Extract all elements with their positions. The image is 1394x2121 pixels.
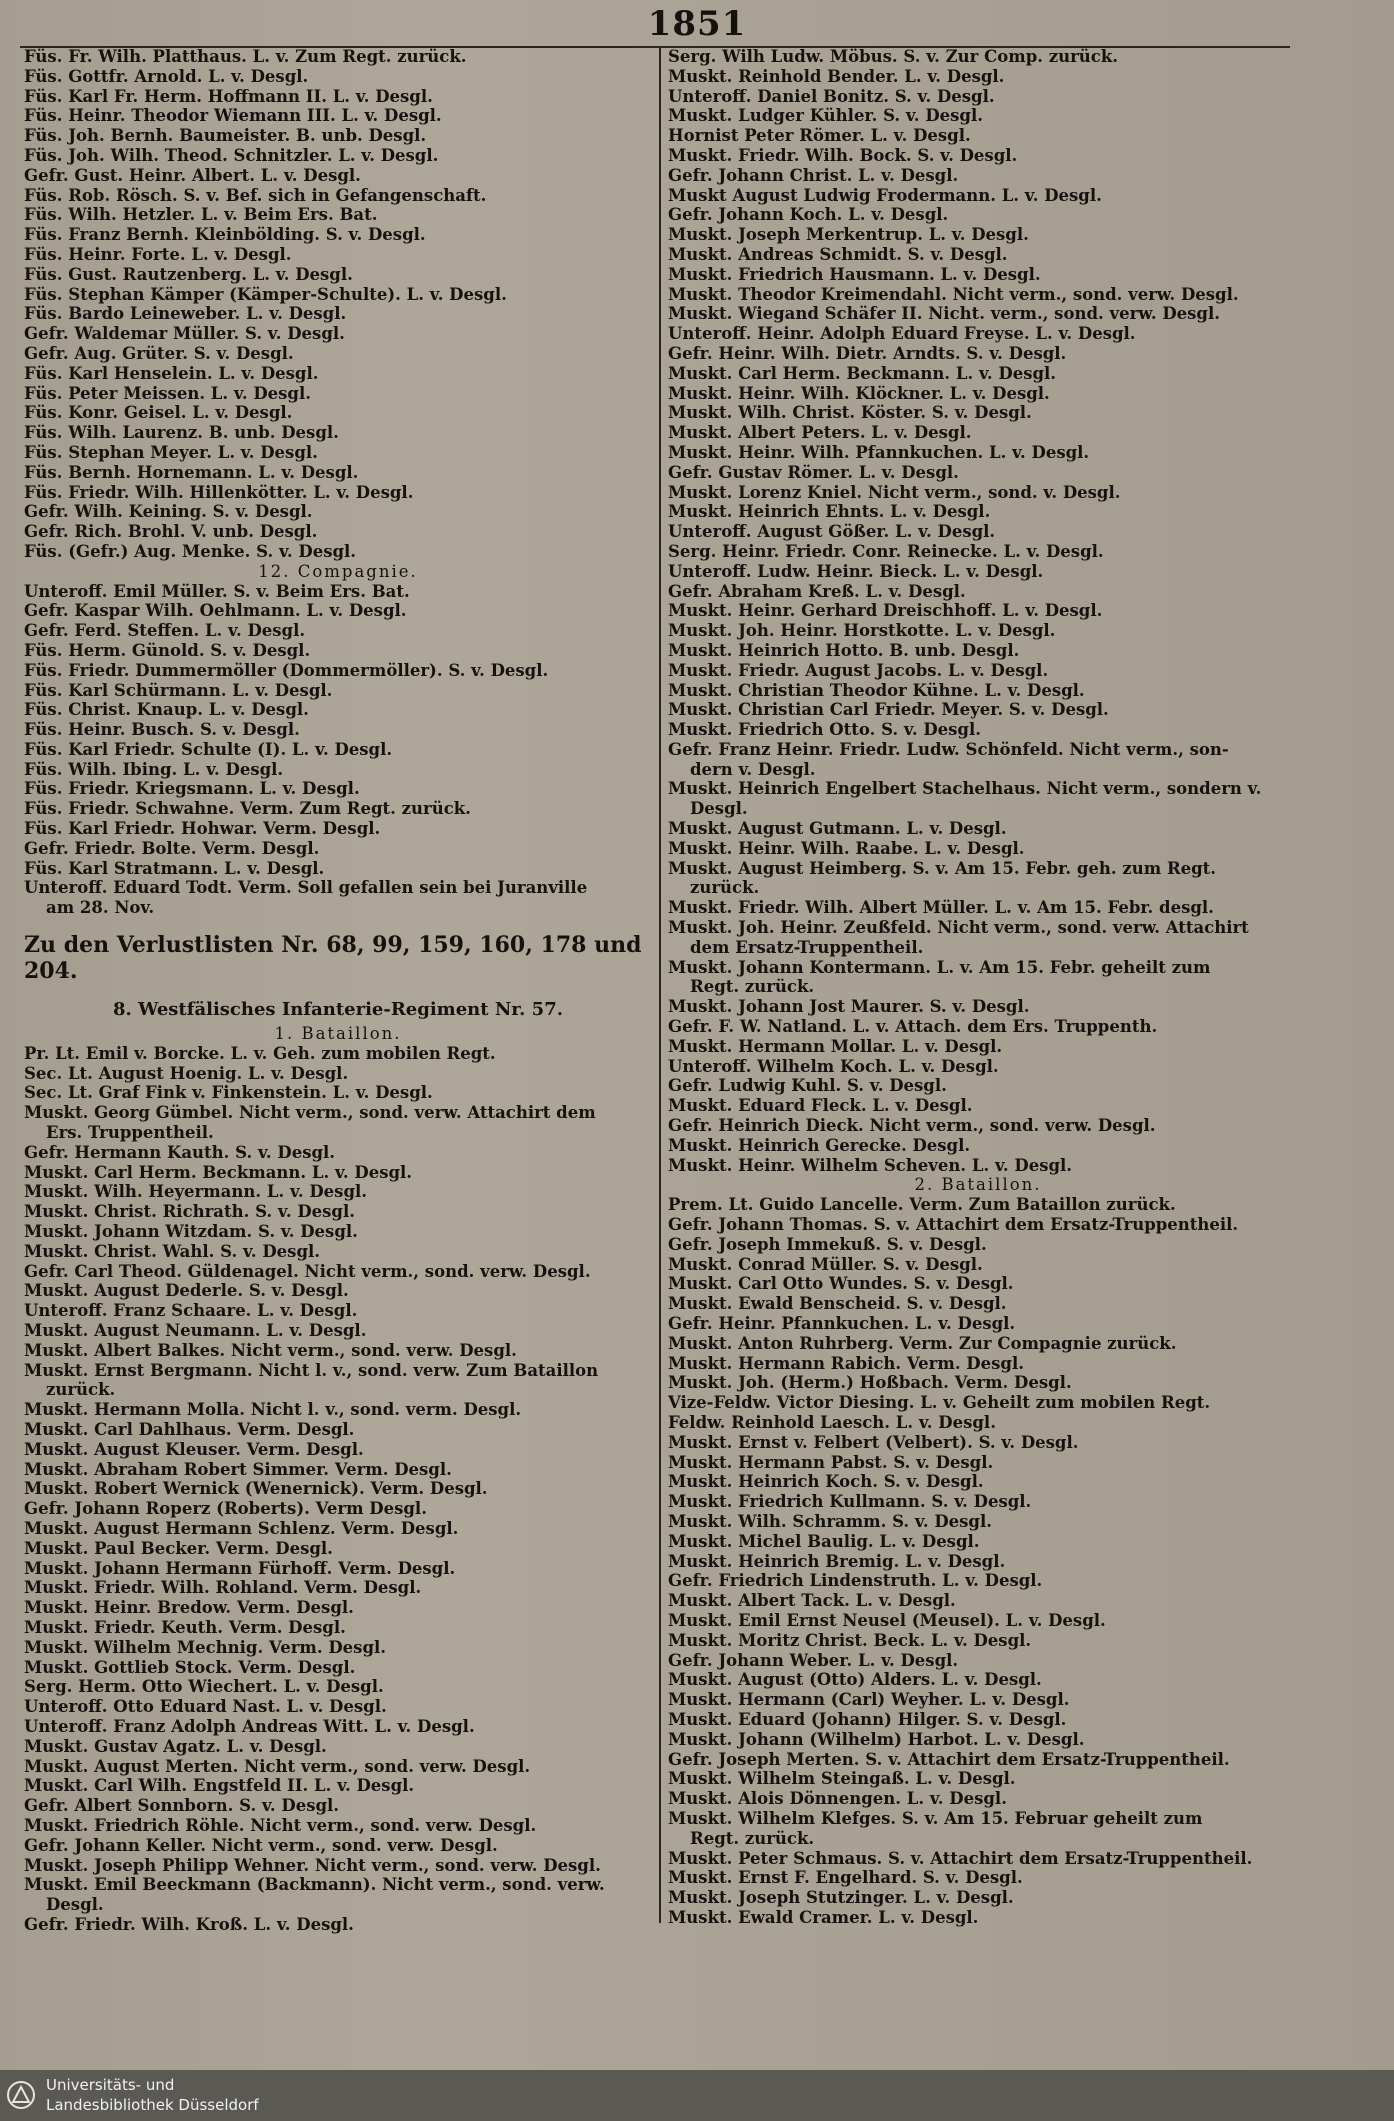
list-entry: Gefr. Johann Weber. L. v. Desgl. (668, 1650, 959, 1670)
list-entry: Muskt. Heinr. Bredow. Verm. Desgl. (24, 1598, 354, 1618)
list-entry: Füs. (Gefr.) Aug. Menke. S. v. Desgl. (24, 541, 357, 561)
list-entry: Füs. Wilh. Ibing. L. v. Desgl. (24, 759, 284, 779)
list-entry: Füs. Friedr. Wilh. Hillenkötter. L. v. Desgl. (24, 482, 414, 502)
list-entry: Muskt. August Merten. Nicht verm., sond. verw. Desgl. (24, 1756, 531, 1776)
list-entry: Muskt. Hermann Molla. Nicht l. v., sond. verm. Desgl. (24, 1400, 522, 1420)
list-entry: Füs. Stephan Kämper (Kämper-Schulte). L. v. Desgl. (24, 284, 507, 304)
list-entry: Muskt. August (Otto) Alders. L. v. Desgl. (668, 1670, 1042, 1690)
list-entry: Muskt. Georg Gümbel. Nicht verm., sond. verw. Attachirt dem (24, 1103, 596, 1123)
list-entry: Füs. Bardo Leineweber. L. v. Desgl. (24, 304, 347, 324)
list-entry: Muskt. Friedr. Wilh. Bock. S. v. Desgl. (668, 145, 1018, 165)
list-entry: Muskt. Ludger Kühler. S. v. Desgl. (668, 106, 983, 126)
list-entry: Muskt. Christ. Richrath. S. v. Desgl. (24, 1202, 355, 1222)
list-entry: Muskt. Heinrich Bremig. L. v. Desgl. (668, 1551, 1006, 1571)
list-entry: Muskt. Reinhold Bender. L. v. Desgl. (668, 66, 1005, 86)
list-entry: Hornist Peter Römer. L. v. Desgl. (668, 126, 971, 146)
list-entry-continuation: dern v. Desgl. (690, 759, 816, 779)
list-entry: Muskt. August Hermann Schlenz. Verm. Desgl. (24, 1518, 459, 1538)
list-entry: Muskt. Friedrich Otto. S. v. Desgl. (668, 720, 981, 740)
list-entry-continuation: Regt. zurück. (690, 977, 815, 997)
list-entry: Muskt. Christian Carl Friedr. Meyer. S. v. Desgl. (668, 700, 1109, 720)
list-entry: Muskt. Wilhelm Mechnig. Verm. Desgl. (24, 1637, 387, 1657)
list-entry: Serg. Heinr. Friedr. Conr. Reinecke. L. v. Desgl. (668, 541, 1104, 561)
list-entry: Gefr. Friedr. Wilh. Kroß. L. v. Desgl. (24, 1914, 354, 1934)
list-entry: Muskt. Wiegand Schäfer II. Nicht. verm., sond. verw. Desgl. (668, 304, 1220, 324)
list-entry: Muskt. Peter Schmaus. S. v. Attachirt dem Ersatz-Truppentheil. (668, 1848, 1253, 1868)
list-entry: Muskt. Emil Ernst Neusel (Meusel). L. v. Desgl. (668, 1610, 1106, 1630)
list-entry: Muskt. Albert Tack. L. v. Desgl. (668, 1591, 956, 1611)
list-entry: Unteroff. August Gößer. L. v. Desgl. (668, 522, 996, 542)
list-entry: Muskt. Johann (Wilhelm) Harbot. L. v. Desgl. (668, 1729, 1085, 1749)
list-entry: Muskt. Emil Beeckmann (Backmann). Nicht verm., sond. verw. (24, 1875, 605, 1895)
list-entry: Muskt. Abraham Robert Simmer. Verm. Desgl. (24, 1459, 452, 1479)
list-entry: Muskt. Heinr. Wilhelm Scheven. L. v. Desgl. (668, 1155, 1073, 1175)
list-entry: Muskt. Joseph Philipp Wehner. Nicht verm., sond. verw. Desgl. (24, 1855, 601, 1875)
list-entry: Muskt. Gottlieb Stock. Verm. Desgl. (24, 1657, 356, 1677)
list-entry: Füs. Rob. Rösch. S. v. Bef. sich in Gefangenschaft. (24, 185, 487, 205)
list-entry: Gefr. Abraham Kreß. L. v. Desgl. (668, 581, 966, 601)
list-entry-continuation: dem Ersatz-Truppentheil. (690, 937, 924, 957)
footer-line-1: Universitäts- und (46, 2076, 175, 2094)
list-entry: Muskt. Friedr. Wilh. Albert Müller. L. v. Am 15. Febr. desgl. (668, 898, 1214, 918)
list-entry: Gefr. Heinr. Pfannkuchen. L. v. Desgl. (668, 1314, 1016, 1333)
section-heading: 1. Bataillon. (274, 1024, 402, 1044)
list-entry: Muskt. Hermann (Carl) Weyher. L. v. Desgl. (668, 1690, 1070, 1710)
list-entry: Vize-Feldw. Victor Diesing. L. v. Geheilt zum mobilen Regt. (668, 1393, 1211, 1413)
list-entry: Füs. Joh. Wilh. Theod. Schnitzler. L. v. Desgl. (24, 145, 439, 165)
list-entry: Gefr. Friedr. Bolte. Verm. Desgl. (24, 838, 320, 858)
page-number: 1851 (647, 4, 747, 44)
list-entry: Muskt. Heinrich Hotto. B. unb. Desgl. (668, 640, 1020, 660)
list-entry: Muskt. Ewald Benscheid. S. v. Desgl. (668, 1294, 1007, 1314)
list-entry: Unteroff. Heinr. Adolph Eduard Freyse. L. v. Desgl. (668, 324, 1136, 344)
list-entry: Füs. Konr. Geisel. L. v. Desgl. (24, 403, 293, 423)
list-entry: Gefr. Wilh. Keining. S. v. Desgl. (24, 502, 313, 522)
list-entry: Muskt. Joh. Heinr. Zeußfeld. Nicht verm., sond. verw. Attachirt (668, 918, 1249, 938)
list-entry: Gefr. Johann Koch. L. v. Desgl. (668, 205, 949, 225)
list-entry: Füs. Karl Schürmann. L. v. Desgl. (24, 680, 333, 700)
list-entry: Füs. Herm. Günold. S. v. Desgl. (24, 640, 311, 660)
list-entry: Füs. Heinr. Forte. L. v. Desgl. (24, 244, 292, 264)
list-entry: Muskt. Heinrich Gerecke. Desgl. (668, 1135, 971, 1155)
list-entry: Muskt. Eduard (Johann) Hilger. S. v. Desgl. (668, 1709, 1067, 1729)
list-entry: Füs. Friedr. Kriegsmann. L. v. Desgl. (24, 779, 360, 799)
list-entry: Gefr. Albert Sonnborn. S. v. Desgl. (24, 1796, 340, 1816)
list-entry: Unteroff. Franz Adolph Andreas Witt. L. v. Desgl. (24, 1716, 475, 1736)
list-entry: Gefr. Franz Heinr. Friedr. Ludw. Schönfeld. Nicht verm., son- (668, 739, 1229, 759)
list-entry: Muskt. Friedrich Röhle. Nicht verm., sond. verw. Desgl. (24, 1815, 537, 1835)
list-entry: Muskt. August Dederle. S. v. Desgl. (24, 1281, 349, 1301)
list-entry-continuation: Regt. zurück. (690, 1828, 815, 1848)
list-entry: Füs. Stephan Meyer. L. v. Desgl. (24, 442, 318, 462)
list-entry: Unteroff. Emil Müller. S. v. Beim Ers. Bat. (24, 581, 410, 601)
list-entry: Gefr. Waldemar Müller. S. v. Desgl. (24, 324, 345, 344)
right-column (668, 47, 1288, 1928)
list-entry: Füs. Friedr. Schwahne. Verm. Zum Regt. zurück. (24, 799, 471, 819)
list-entry: Muskt. Anton Ruhrberg. Verm. Zur Compagnie zurück. (668, 1333, 1177, 1353)
list-entry: Füs. Wilh. Hetzler. L. v. Beim Ers. Bat. (24, 205, 378, 225)
list-entry: Füs. Karl Friedr. Hohwar. Verm. Desgl. (24, 819, 381, 839)
list-entry: Füs. Wilh. Laurenz. B. unb. Desgl. (24, 423, 339, 443)
list-entry: Füs. Karl Stratmann. L. v. Desgl. (24, 858, 325, 878)
list-entry: Gefr. Joseph Immekuß. S. v. Desgl. (668, 1234, 987, 1254)
list-entry: Muskt. Heinr. Gerhard Dreischhoff. L. v. Desgl. (668, 601, 1103, 621)
list-entry: Muskt. Wilh. Schramm. S. v. Desgl. (668, 1511, 992, 1531)
column-divider (659, 48, 661, 1923)
list-entry: Muskt. Alois Dönnengen. L. v. Desgl. (668, 1789, 1007, 1809)
list-entry-continuation: am 28. Nov. (46, 898, 155, 918)
list-entry: Serg. Herm. Otto Wiechert. L. v. Desgl. (24, 1677, 384, 1697)
list-entry: Sec. Lt. Graf Fink v. Finkenstein. L. v. Desgl. (24, 1083, 433, 1103)
list-entry: Füs. Heinr. Theodor Wiemann III. L. v. Desgl. (24, 106, 442, 126)
list-entry: Gefr. Johann Thomas. S. v. Attachirt dem Ersatz-Truppentheil. (668, 1215, 1239, 1235)
list-entry: Gefr. Heinr. Wilh. Dietr. Arndts. S. v. Desgl. (668, 343, 1067, 363)
section-heading: 12. Compagnie. (258, 561, 418, 581)
list-entry: Muskt. Heinrich Engelbert Stachelhaus. Nicht verm., sondern v. (668, 779, 1262, 799)
list-entry: Füs. Karl Henselein. L. v. Desgl. (24, 363, 319, 383)
list-entry: Muskt. Joseph Merkentrup. L. v. Desgl. (668, 225, 1029, 245)
left-column (24, 47, 652, 1935)
list-entry: Muskt. Wilhelm Klefges. S. v. Am 15. Februar geheilt zum (668, 1808, 1203, 1828)
list-entry: Muskt. Michel Baulig. L. v. Desgl. (668, 1531, 980, 1551)
list-entry: Unteroff. Franz Schaare. L. v. Desgl. (24, 1301, 358, 1321)
list-entry: Muskt. Conrad Müller. S. v. Desgl. (668, 1254, 983, 1274)
list-entry: Muskt. Johann Kontermann. L. v. Am 15. Febr. geheilt zum (668, 957, 1211, 977)
list-entry: Muskt. Gustav Agatz. L. v. Desgl. (24, 1736, 327, 1756)
list-entry: Muskt. Eduard Fleck. L. v. Desgl. (668, 1096, 973, 1116)
list-entry: Serg. Wilh Ludw. Möbus. S. v. Zur Comp. zurück. (668, 47, 1119, 66)
list-entry: Gefr. Heinrich Dieck. Nicht verm., sond. verw. Desgl. (668, 1116, 1156, 1136)
list-entry: Gefr. Carl Theod. Güldenagel. Nicht verm., sond. verw. Desgl. (24, 1261, 591, 1281)
list-entry: Gefr. Aug. Grüter. S. v. Desgl. (24, 343, 294, 363)
library-logo-icon (6, 2080, 36, 2110)
list-entry: Muskt. August Kleuser. Verm. Desgl. (24, 1439, 364, 1459)
list-entry: Gefr. Hermann Kauth. S. v. Desgl. (24, 1142, 336, 1162)
list-entry: Feldw. Reinhold Laesch. L. v. Desgl. (668, 1412, 996, 1432)
list-entry: Füs. Heinr. Busch. S. v. Desgl. (24, 720, 300, 740)
list-entry: Muskt. Hermann Rabich. Verm. Desgl. (668, 1353, 1024, 1373)
list-entry: Muskt. Friedrich Kullmann. S. v. Desgl. (668, 1492, 1032, 1512)
list-entry: Muskt. Lorenz Kniel. Nicht verm., sond. v. Desgl. (668, 482, 1121, 502)
list-entry: Unteroff. Wilhelm Koch. L. v. Desgl. (668, 1056, 999, 1076)
list-entry: Gefr. Joseph Merten. S. v. Attachirt dem Ersatz-Truppentheil. (668, 1749, 1230, 1769)
list-entry: Sec. Lt. August Hoenig. L. v. Desgl. (24, 1063, 349, 1083)
list-entry: Muskt. Andreas Schmidt. S. v. Desgl. (668, 244, 1008, 264)
list-entry: Muskt. Heinr. Wilh. Pfannkuchen. L. v. Desgl. (668, 442, 1090, 462)
list-entry: Unteroff. Daniel Bonitz. S. v. Desgl. (668, 86, 995, 106)
list-entry: Gefr. Rich. Brohl. V. unb. Desgl. (24, 522, 318, 542)
list-entry: Muskt. Joh. (Herm.) Hoßbach. Verm. Desgl. (668, 1373, 1072, 1393)
list-entry: Muskt. August Gutmann. L. v. Desgl. (668, 819, 1007, 839)
list-entry: Muskt. Hermann Pabst. S. v. Desgl. (668, 1452, 994, 1472)
list-entry: Füs. Karl Friedr. Schulte (I). L. v. Desgl. (24, 739, 393, 759)
list-entry: Muskt. Wilh. Heyermann. L. v. Desgl. (24, 1182, 368, 1202)
list-entry: Gefr. Ludwig Kuhl. S. v. Desgl. (668, 1076, 947, 1096)
list-entry: Füs. Bernh. Hornemann. L. v. Desgl. (24, 462, 359, 482)
list-entry-continuation: Desgl. (690, 799, 748, 819)
list-entry: Muskt. Friedr. Keuth. Verm. Desgl. (24, 1617, 346, 1637)
list-entry: Muskt. Johann Hermann Fürhoff. Verm. Desgl. (24, 1558, 456, 1578)
list-entry: Gefr. F. W. Natland. L. v. Attach. dem Ers. Truppenth. (668, 1017, 1158, 1037)
list-entry: Muskt. August Heimberg. S. v. Am 15. Febr. geh. zum Regt. (668, 858, 1217, 878)
list-entry: Muskt. Theodor Kreimendahl. Nicht verm., sond. verw. Desgl. (668, 284, 1239, 304)
list-entry: Muskt. Robert Wernick (Wenernick). Verm. Desgl. (24, 1479, 488, 1499)
list-entry: Füs. Peter Meissen. L. v. Desgl. (24, 383, 311, 403)
list-entry-continuation: zurück. (46, 1380, 116, 1400)
list-entry: Muskt. Friedrich Hausmann. L. v. Desgl. (668, 264, 1041, 284)
list-entry: Muskt. Friedr. August Jacobs. L. v. Desgl. (668, 660, 1049, 680)
list-entry: Muskt. Friedr. Wilh. Rohland. Verm. Desgl. (24, 1578, 422, 1598)
list-entry: Muskt. Wilhelm Steingaß. L. v. Desgl. (668, 1769, 1016, 1789)
list-entry: Muskt. Carl Wilh. Engstfeld II. L. v. Desgl. (24, 1776, 415, 1796)
article-heading: Zu den Verlustlisten Nr. 68, 99, 159, 160, 178 und 204. (24, 932, 642, 985)
list-entry: Muskt. Ewald Cramer. L. v. Desgl. (668, 1907, 979, 1927)
list-entry: Muskt. Heinrich Koch. S. v. Desgl. (668, 1472, 984, 1492)
list-entry: Gefr. Gustav Römer. L. v. Desgl. (668, 462, 959, 482)
list-entry: Muskt. Ernst Bergmann. Nicht l. v., sond. verw. Zum Bataillon (24, 1360, 599, 1380)
list-entry: Füs. Fr. Wilh. Platthaus. L. v. Zum Regt. zurück. (24, 47, 467, 66)
list-entry: Muskt. Carl Herm. Beckmann. L. v. Desgl. (24, 1162, 413, 1182)
list-entry: Muskt. Hermann Mollar. L. v. Desgl. (668, 1036, 1003, 1056)
list-entry: Gefr. Ferd. Steffen. L. v. Desgl. (24, 621, 306, 641)
list-entry: Füs. Gottfr. Arnold. L. v. Desgl. (24, 66, 309, 86)
footer-line-2: Landesbibliothek Düsseldorf (46, 2096, 259, 2114)
list-entry-continuation: zurück. (690, 878, 760, 898)
list-entry: Füs. Karl Fr. Herm. Hoffmann II. L. v. Desgl. (24, 86, 433, 106)
list-entry: Muskt. Joh. Heinr. Horstkotte. L. v. Desgl. (668, 621, 1056, 641)
list-entry: Gefr. Johann Roperz (Roberts). Verm Desgl. (24, 1499, 427, 1519)
list-entry: Muskt August Ludwig Frodermann. L. v. Desgl. (668, 185, 1102, 205)
list-entry: Muskt. Heinrich Ehnts. L. v. Desgl. (668, 502, 991, 522)
list-entry: Unteroff. Ludw. Heinr. Bieck. L. v. Desgl. (668, 561, 1044, 581)
list-entry: Muskt. Ernst F. Engelhard. S. v. Desgl. (668, 1868, 1023, 1888)
list-entry: Gefr. Johann Keller. Nicht verm., sond. verw. Desgl. (24, 1835, 498, 1855)
list-entry: Muskt. Heinr. Wilh. Klöckner. L. v. Desgl. (668, 383, 1050, 403)
list-entry: Muskt. Ernst v. Felbert (Velbert). S. v. Desgl. (668, 1432, 1079, 1452)
list-entry: Muskt. Carl Otto Wundes. S. v. Desgl. (668, 1274, 1014, 1294)
list-entry: Muskt. Albert Peters. L. v. Desgl. (668, 423, 972, 443)
list-entry: Füs. Joh. Bernh. Baumeister. B. unb. Desgl. (24, 126, 427, 146)
list-entry: Gefr. Kaspar Wilh. Oehlmann. L. v. Desgl. (24, 601, 407, 621)
section-heading: 2. Bataillon. (914, 1175, 1042, 1195)
list-entry: Muskt. Johann Witzdam. S. v. Desgl. (24, 1222, 358, 1242)
list-entry: Muskt. Paul Becker. Verm. Desgl. (24, 1538, 333, 1558)
list-entry: Muskt. Johann Jost Maurer. S. v. Desgl. (668, 997, 1030, 1017)
list-entry: Prem. Lt. Guido Lancelle. Verm. Zum Bataillon zurück. (668, 1195, 1176, 1215)
list-entry: Gefr. Friedrich Lindenstruth. L. v. Desgl. (668, 1571, 1043, 1591)
list-entry: Muskt. Moritz Christ. Beck. L. v. Desgl. (668, 1630, 1032, 1650)
list-entry: Gefr. Gust. Heinr. Albert. L. v. Desgl. (24, 165, 361, 185)
list-entry-continuation: Desgl. (46, 1895, 104, 1915)
list-entry: Muskt. Carl Dahlhaus. Verm. Desgl. (24, 1420, 355, 1439)
regiment-heading: 8. Westfälisches Infanterie-Regiment Nr. 57. (113, 999, 563, 1021)
list-entry: Muskt. August Neumann. L. v. Desgl. (24, 1321, 367, 1341)
list-entry-continuation: Ers. Truppentheil. (46, 1123, 214, 1143)
list-entry: Füs. Christ. Knaup. L. v. Desgl. (24, 700, 309, 720)
list-entry: Pr. Lt. Emil v. Borcke. L. v. Geh. zum mobilen Regt. (24, 1043, 496, 1063)
list-entry: Unteroff. Otto Eduard Nast. L. v. Desgl. (24, 1697, 387, 1717)
list-entry: Muskt. Wilh. Christ. Köster. S. v. Desgl. (668, 403, 1032, 423)
footer-text (46, 2075, 259, 2115)
list-entry: Muskt. Albert Balkes. Nicht verm., sond. verw. Desgl. (24, 1340, 517, 1360)
list-entry: Unteroff. Eduard Todt. Verm. Soll gefallen sein bei Juranville (24, 878, 588, 898)
library-footer (0, 2070, 1394, 2121)
list-entry: Muskt. Carl Herm. Beckmann. L. v. Desgl. (668, 363, 1057, 383)
list-entry: Füs. Franz Bernh. Kleinbölding. S. v. Desgl. (24, 225, 426, 245)
list-entry: Füs. Friedr. Dummermöller (Dommermöller). S. v. Desgl. (24, 660, 549, 680)
list-entry: Muskt. Heinr. Wilh. Raabe. L. v. Desgl. (668, 838, 1025, 858)
list-entry: Muskt. Christ. Wahl. S. v. Desgl. (24, 1241, 321, 1261)
list-entry: Muskt. Joseph Stutzinger. L. v. Desgl. (668, 1888, 1014, 1908)
list-entry: Gefr. Johann Christ. L. v. Desgl. (668, 165, 959, 185)
list-entry: Muskt. Christian Theodor Kühne. L. v. Desgl. (668, 680, 1085, 700)
list-entry: Füs. Gust. Rautzenberg. L. v. Desgl. (24, 264, 353, 284)
